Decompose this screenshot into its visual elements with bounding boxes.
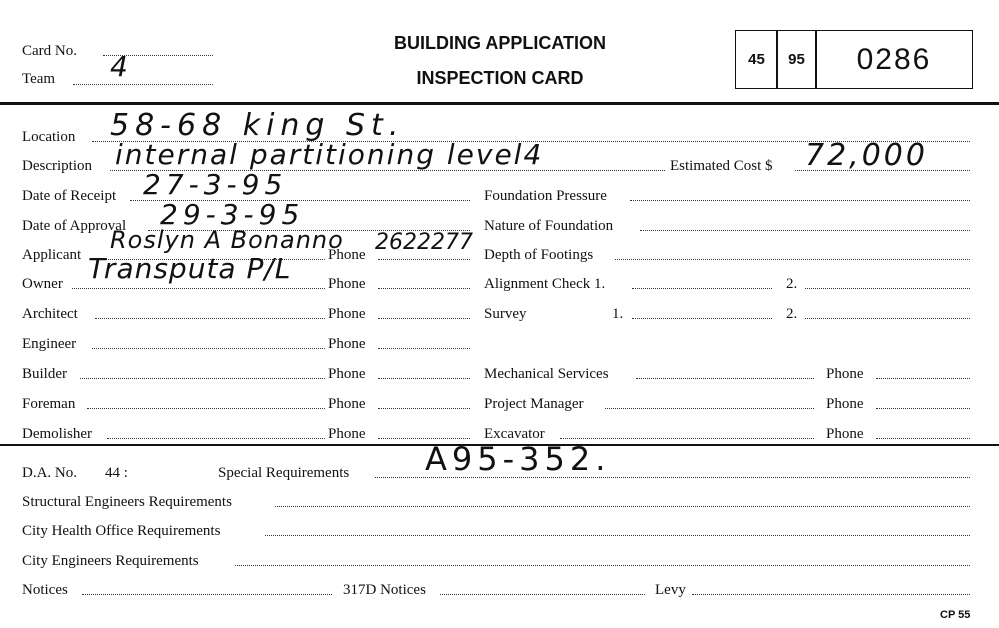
- mechanical-phone-field[interactable]: [876, 361, 970, 379]
- project-manager-label: Project Manager: [484, 396, 584, 412]
- description-value: internal partitioning level4: [115, 138, 544, 171]
- nature-foundation-label: Nature of Foundation: [484, 218, 614, 234]
- notices-label: Notices: [22, 582, 68, 598]
- mechanical-phone-label: Phone: [826, 366, 864, 382]
- engineer-phone-label: Phone: [328, 336, 366, 352]
- description-label: Description: [22, 158, 92, 174]
- city-health-label: City Health Office Requirements: [22, 523, 221, 539]
- owner-phone-field[interactable]: [378, 271, 470, 289]
- applicant-value: Roslyn A Bonanno: [110, 226, 344, 254]
- applicant-phone-label: Phone: [328, 247, 366, 263]
- levy-field[interactable]: [692, 577, 970, 595]
- architect-field[interactable]: [95, 301, 325, 319]
- location-value: 58-68 king St.: [110, 108, 405, 143]
- notices-317d-field[interactable]: [440, 577, 645, 595]
- team-value: 4: [110, 50, 129, 83]
- da-no-value: 44 :: [105, 465, 128, 481]
- special-requirements-label: Special Requirements: [218, 465, 350, 481]
- engineer-label: Engineer: [22, 336, 77, 352]
- date-receipt-label: Date of Receipt: [22, 188, 117, 204]
- project-manager-phone-label: Phone: [826, 396, 864, 412]
- demolisher-phone-label: Phone: [328, 426, 366, 442]
- alignment-check-2-field[interactable]: [805, 271, 970, 289]
- engineer-field[interactable]: [92, 331, 325, 349]
- applicant-phone-value: 2622277: [375, 230, 473, 255]
- alignment-check-1-field[interactable]: [632, 271, 772, 289]
- da-no-label: D.A. No.: [22, 465, 77, 481]
- builder-phone-label: Phone: [328, 366, 366, 382]
- excavator-label: Excavator: [484, 426, 545, 442]
- card-number: 0286: [815, 30, 973, 89]
- survey-2-field[interactable]: [805, 301, 970, 319]
- demolisher-field[interactable]: [107, 421, 325, 439]
- demolisher-phone-field[interactable]: [378, 421, 470, 439]
- team-label: Team: [22, 71, 56, 87]
- card-title-line2: INSPECTION CARD: [416, 68, 584, 88]
- architect-phone-field[interactable]: [378, 301, 470, 319]
- structural-engineers-field[interactable]: [275, 489, 970, 507]
- city-engineers-label: City Engineers Requirements: [22, 553, 199, 569]
- architect-label: Architect: [22, 306, 78, 322]
- depth-footings-field[interactable]: [615, 242, 970, 260]
- city-health-field[interactable]: [265, 518, 970, 536]
- mechanical-services-field[interactable]: [636, 361, 814, 379]
- foreman-phone-label: Phone: [328, 396, 366, 412]
- estimated-cost-value: 72,000: [805, 138, 928, 173]
- alignment-check-label: Alignment Check 1.: [484, 276, 606, 292]
- mechanical-services-label: Mechanical Services: [484, 366, 609, 382]
- foreman-field[interactable]: [87, 391, 325, 409]
- structural-engineers-label: Structural Engineers Requirements: [22, 494, 232, 510]
- demolisher-label: Demolisher: [22, 426, 92, 442]
- survey-one-label: 1.: [612, 306, 624, 322]
- excavator-phone-label: Phone: [826, 426, 864, 442]
- footer-code: CP 55: [940, 609, 971, 621]
- architect-phone-label: Phone: [328, 306, 366, 322]
- levy-label: Levy: [655, 582, 686, 598]
- builder-phone-field[interactable]: [378, 361, 470, 379]
- alignment-two-label: 2.: [786, 276, 798, 292]
- builder-label: Builder: [22, 366, 67, 382]
- foreman-label: Foreman: [22, 396, 76, 412]
- survey-two-label: 2.: [786, 306, 798, 322]
- survey-1-field[interactable]: [632, 301, 772, 319]
- date-approval-value: 29-3-95: [160, 198, 305, 231]
- location-label: Location: [22, 129, 76, 145]
- foundation-pressure-label: Foundation Pressure: [484, 188, 607, 204]
- city-engineers-field[interactable]: [235, 548, 970, 566]
- team-field[interactable]: [73, 67, 213, 85]
- notices-field[interactable]: [82, 577, 332, 595]
- builder-field[interactable]: [80, 361, 325, 379]
- owner-phone-label: Phone: [328, 276, 366, 292]
- excavator-phone-field[interactable]: [876, 421, 970, 439]
- engineer-phone-field[interactable]: [378, 331, 470, 349]
- owner-value: Transputa P/L: [88, 252, 292, 285]
- year-box-1: 45: [735, 30, 778, 89]
- header-divider: [0, 102, 999, 105]
- year-box-2: 95: [776, 30, 817, 89]
- foreman-phone-field[interactable]: [378, 391, 470, 409]
- owner-label: Owner: [22, 276, 63, 292]
- foundation-pressure-field[interactable]: [630, 183, 970, 201]
- special-requirements-value: A95-352.: [425, 440, 611, 478]
- card-no-label: Card No.: [22, 43, 77, 59]
- depth-footings-label: Depth of Footings: [484, 247, 594, 263]
- project-manager-phone-field[interactable]: [876, 391, 970, 409]
- project-manager-field[interactable]: [605, 391, 814, 409]
- date-approval-label: Date of Approval: [22, 218, 127, 234]
- card-title-line1: BUILDING APPLICATION: [394, 33, 606, 53]
- survey-label: Survey: [484, 306, 527, 322]
- estimated-cost-label: Estimated Cost $: [670, 158, 773, 174]
- excavator-field[interactable]: [560, 421, 814, 439]
- applicant-label: Applicant: [22, 247, 82, 263]
- date-receipt-value: 27-3-95: [143, 168, 288, 201]
- notices-317d-label: 317D Notices: [343, 582, 426, 598]
- nature-foundation-field[interactable]: [640, 213, 970, 231]
